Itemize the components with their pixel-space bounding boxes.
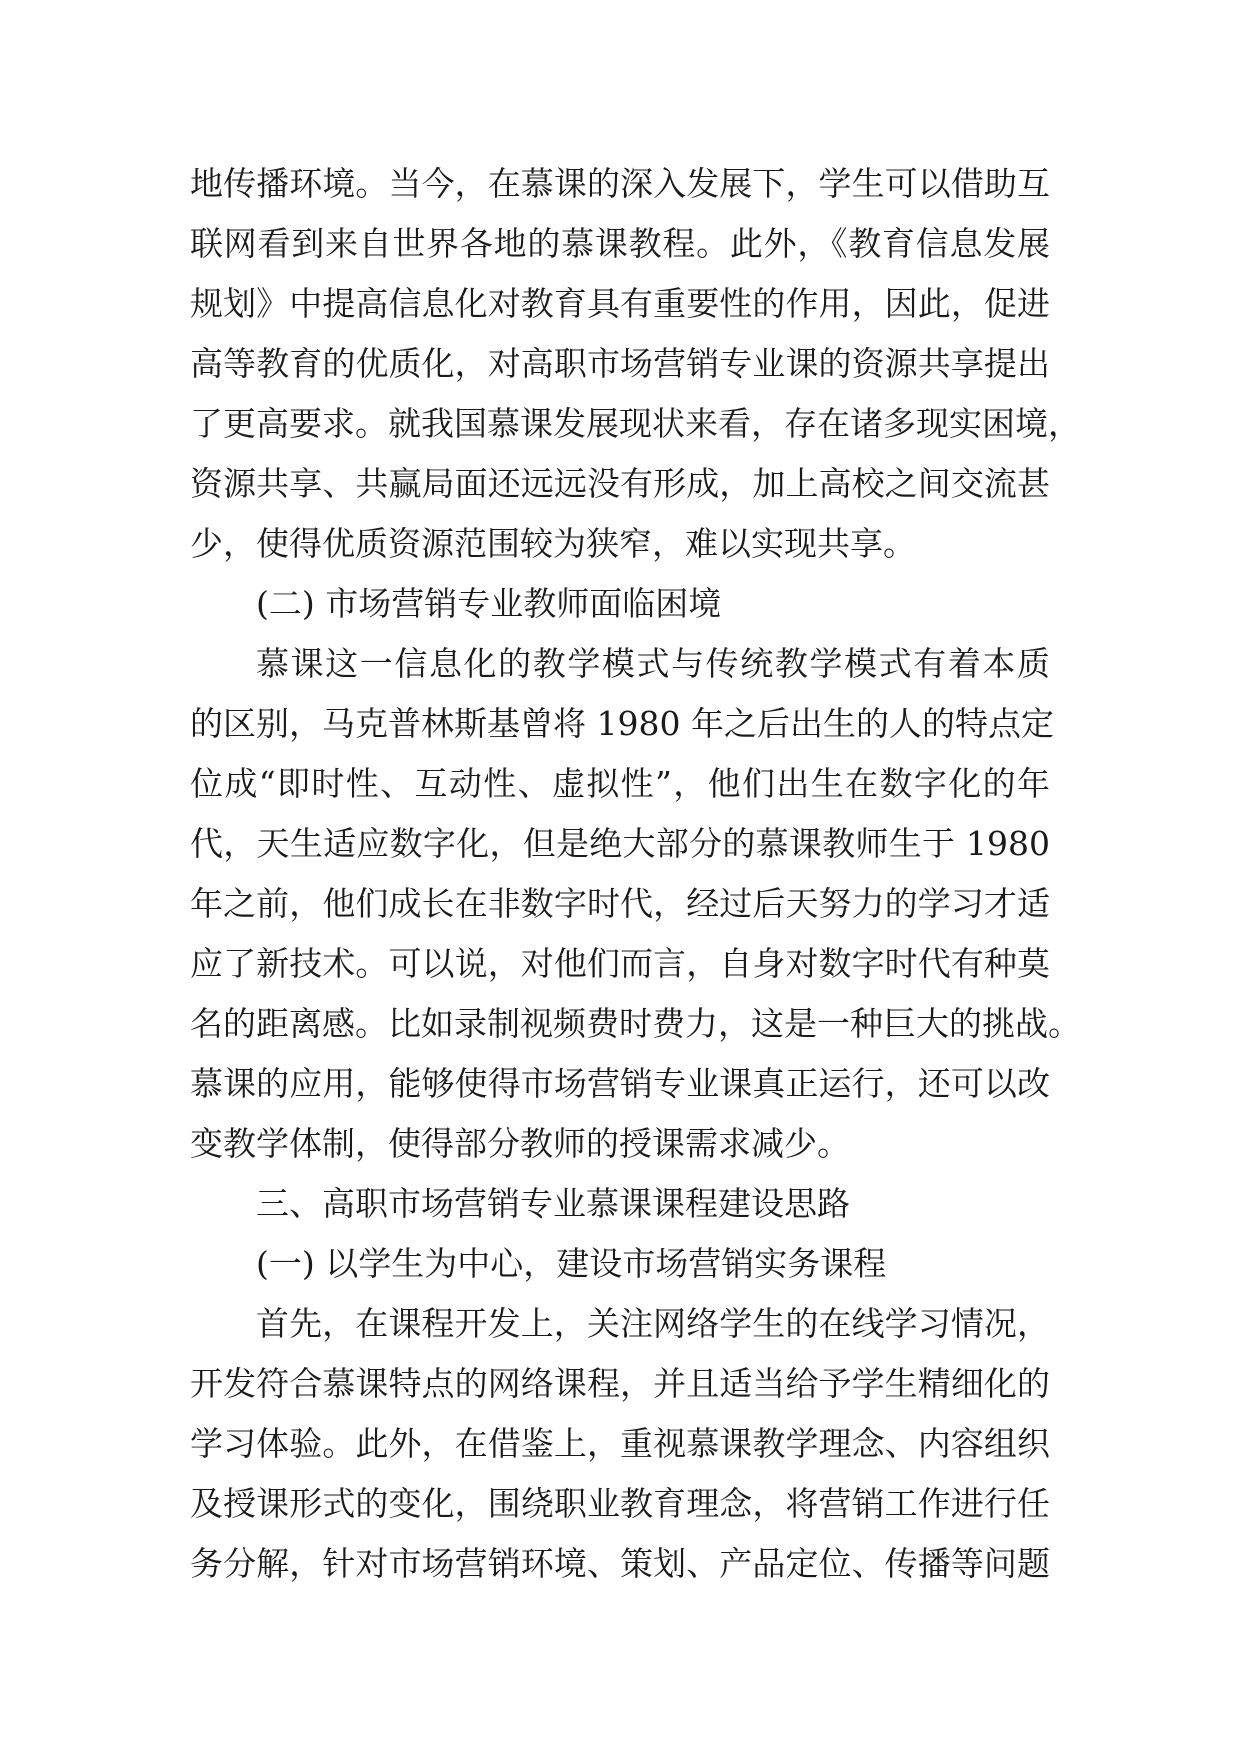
text-line: (一) 以学生为中心，建设市场营销实务课程 [256,1244,887,1283]
text-line: 地传播环境。当今，在慕课的深入发展下，学生可以借助互 [190,164,1050,203]
text-line: 慕课这一信息化的教学模式与传统教学模式有着本质 [256,644,1050,683]
text-line: 变教学体制，使得部分教师的授课需求减少。 [190,1124,850,1163]
text-line: 首先，在课程开发上，关注网络学生的在线学习情况， [256,1304,1050,1343]
text-line: (二) 市场营销专业教师面临困境 [256,584,722,623]
text-line: 规划》中提高信息化对教育具有重要性的作用，因此，促进 [190,284,1050,323]
text-line: 年之前，他们成长在非数字时代，经过后天努力的学习才适 [190,884,1050,923]
text-line: 代，天生适应数字化，但是绝大部分的慕课教师生于 1980 [190,824,1050,863]
text-line: 及授课形式的变化，围绕职业教育理念，将营销工作进行任 [190,1484,1050,1523]
text-line: 名的距离感。比如录制视频费时费力，这是一种巨大的挑战。 [190,1004,1081,1043]
text-line: 资源共享、共赢局面还远远没有形成，加上高校之间交流甚 [190,464,1050,503]
text-line: 联网看到来自世界各地的慕课教程。此外，《教育信息发展 [190,224,1050,263]
text-line: 了更高要求。就我国慕课发展现状来看，存在诸多现实困境， [190,404,1081,443]
text-line: 学习体验。此外，在借鉴上，重视慕课教学理念、内容组织 [190,1424,1050,1463]
text-line: 少，使得优质资源范围较为狭窄，难以实现共享。 [190,524,916,563]
text-line: 开发符合慕课特点的网络课程，并且适当给予学生精细化的 [190,1364,1050,1403]
text-line: 的区别，马克普林斯基曾将 1980 年之后出生的人的特点定 [190,704,1054,743]
text-line: 应了新技术。可以说，对他们而言，自身对数字时代有种莫 [190,944,1050,983]
text-line: 高等教育的优质化，对高职市场营销专业课的资源共享提出 [190,344,1050,383]
text-line: 慕课的应用，能够使得市场营销专业课真正运行，还可以改 [190,1064,1050,1103]
text-line: 位成“即时性、互动性、虚拟性”，他们出生在数字化的年 [190,764,1050,803]
text-line: 务分解，针对市场营销环境、策划、产品定位、传播等问题 [190,1544,1050,1583]
text-line: 三、高职市场营销专业慕课课程建设思路 [256,1184,850,1223]
document-body [190,154,1081,1594]
